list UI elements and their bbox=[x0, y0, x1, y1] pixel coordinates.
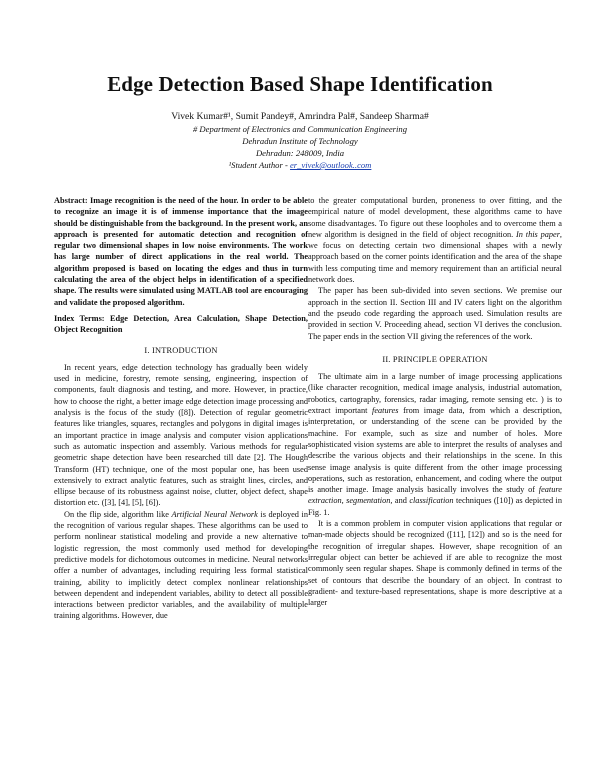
index-terms: Index Terms: Edge Detection, Area Calculation, Shape Detection, Object Recognition bbox=[54, 313, 308, 335]
left-column bbox=[54, 195, 308, 622]
affiliation-dept: # Department of Electronics and Communication Engineering bbox=[192, 124, 408, 134]
author-names: Vivek Kumar#¹, Sumit Pandey#, Amrindra Pal#, Sandeep Sharma# bbox=[171, 111, 429, 122]
section-heading-introduction: I. INTRODUCTION bbox=[144, 345, 218, 355]
abstract: Abstract: Image recognition is the need of the hour. In order to be able to recognize an image it is of immense importance that the image should be distinguishable from the background. In the present work, an approach is presented for automatic detection and recognition of regular two dimensional shapes in low noise environments. The work has large number of direct applications in the real world. The algorithm proposed is based on locating the edges and thus in turn calculating the area of the object helps in identification of a specified shape. The results were simulated using MATLAB tool are encouraging and validate the proposed algorithm. bbox=[54, 196, 308, 307]
intro-paragraph-2: On the flip side, algorithm like Artificial Neural Network is deployed in the recognition of various regular shapes. These algorithms can be used to perform nonlinear statistical modeling and provide a new alternative to logistic regression, the most commonly used method for developing predictive models for dichotomous outcomes in medicine. Neural networks offer a number of advantages, including requiring less formal statistical training, ability to implicitly detect complex nonlinear relationships between dependent and independent variables, ability to detect all possible interactions between predictor variables, and the availability of multiple training algorithms. However, due bbox=[54, 509, 308, 621]
email-link[interactable]: er_vivek@outlook..com bbox=[289, 160, 372, 170]
paper-title: Edge Detection Based Shape Identification bbox=[107, 72, 493, 96]
principle-paragraph-2: It is a common problem in computer vision applications that regular or man-made objects should be recognized ([11], [12]) and so is the need for the recognition of irregular shapes. However, shape recognition of an irregular object can better be achieved if are able to recognize the most commonly seen regular shapes. Shape is commonly defined in terms of the set of contours that describe the boundary of an object. In contrast to gradient- and texture-based representations, shape is more descriptive at a larger bbox=[308, 519, 562, 608]
right-column bbox=[308, 195, 562, 608]
intro-continued-paragraph: to the greater computational burden, proneness to over fitting, and the empirical nature of model development, these algorithms came to have some disadvantages. To figure out these loopholes and to overcome them a new algorithm is designed in the field of object recognition. In this paper, we focus on detecting certain two dimensional shapes with a newly approach based on the corner points identification and the area of the shape with less computing time and memory requirement than an artificial neural network does. bbox=[308, 196, 562, 285]
intro-paragraph-1: In recent years, edge detection technology has gradually been widely used in medicine, forestry, remote sensing, engineering, inspection of components, fault diagnosis and testing, and more. However, in practice, how to choose the right, a better image edge detection image processing and analysis is the focus of the study ([8]). Detection of regular geometric features like triangles, squares, rectangles and polygons in digital images is an important practice in image analysis and computer vision applications such as automatic inspection and assembly. Various methods for regular geometric shape detection have been researched till date [2]. The Hough Transform (HT) technique, one of the most popular one, has been used extensively to extract analytic features, such as straight lines, circles, and ellipse because of its robustness against noise, clutter, object defect, shape distortion etc. ([3], [4], [5], [6]). bbox=[54, 362, 308, 508]
section-heading-principle-operation: II. PRINCIPLE OPERATION bbox=[382, 354, 488, 364]
affiliation-city: Dehradun: 248009, India bbox=[255, 148, 345, 158]
student-author-label: ¹Student Author - bbox=[228, 160, 290, 170]
affiliation-institute: Dehradun Institute of Technology bbox=[242, 136, 358, 146]
paper-outline-paragraph: The paper has been sub-divided into seven sections. We premise our approach in the section II. Section III and IV caters light on the algorithm and the pseudo code regarding the approach used. Simulation results are provided in section V. Proceeding ahead, section VI derives the conclusion. The paper ends in the section VII giving the references of the work. bbox=[308, 286, 562, 341]
author-block bbox=[0, 110, 600, 171]
principle-paragraph-1: The ultimate aim in a large number of image processing applications (like character recognition, medical image analysis, industrial automation, robotics, cartography, forensics, radar imaging, remote sensing etc. ) is to extract important features from image data, from which a description, interpretation, or understanding of the scene can be provided by the machine. For example, such as size and number of holes. More sophisticated vision systems are able to interpret the results of analyses and describe the various objects and their relationships in the scene. In this sense image analysis is quite different from the other image processing operations, such as restoration, enhancement, and coding where the output is another image. Image analysis basically involves the study of feature extraction, segmentation, and classification techniques ([10]) as depicted in Fig. 1. bbox=[308, 372, 562, 517]
student-author-line bbox=[0, 159, 600, 171]
